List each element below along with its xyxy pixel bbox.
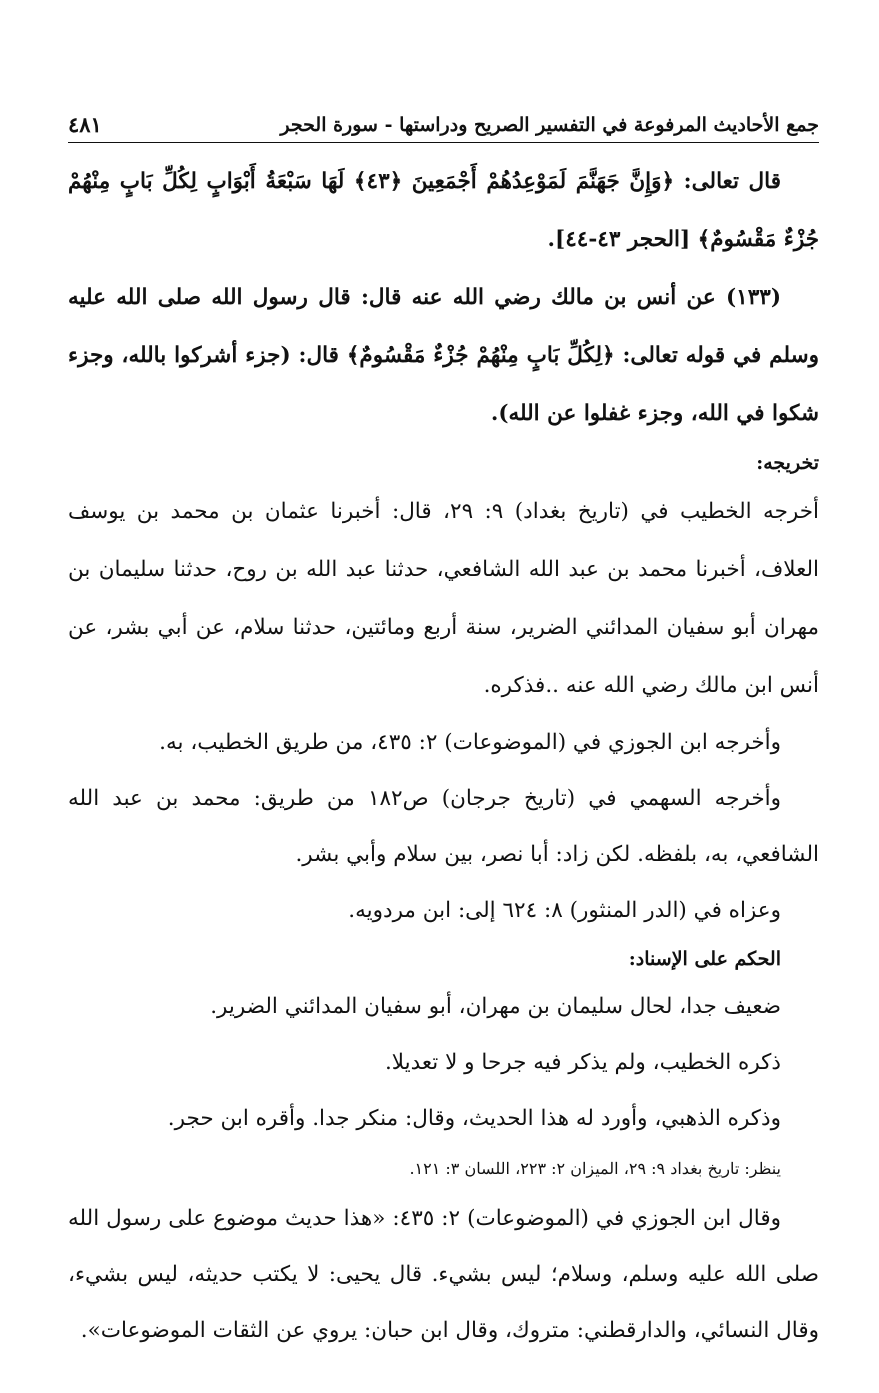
takhrij-paragraph: وعزاه في (الدر المنثور) ٨: ٦٢٤ إلى: ابن مردويه. bbox=[348, 898, 781, 923]
quran-verse: قال تعالى: ﴿وَإِنَّ جَهَنَّمَ لَمَوْعِدُهُمْ أَجْمَعِينَ ﴿٤٣﴾ لَهَا سَبْعَةُ أَبْوَابٍ لِكُلِّ بَابٍ مِنْهُمْ جُزْءٌ مَقْسُومٌ﴾ [الحجر ٤٣-٤٤]. bbox=[68, 169, 819, 252]
running-header bbox=[68, 110, 819, 143]
takhrij-heading: تخريجه: bbox=[756, 452, 819, 474]
hukm-paragraph: ضعيف جدا، لحال سليمان بن مهران، أبو سفيان المدائني الضرير. bbox=[210, 994, 781, 1019]
hukm-paragraph: وذكره الذهبي، وأورد له هذا الحديث، وقال: منكر جدا. وأقره ابن حجر. bbox=[167, 1106, 781, 1131]
hukm-paragraph: ذكره الخطيب، ولم يذكر فيه جرحا و لا تعديلا. bbox=[384, 1050, 781, 1075]
takhrij-paragraph: وأخرجه السهمي في (تاريخ جرجان) ص١٨٢ من طريق: محمد بن عبد الله الشافعي، به، بلفظه. لكن زاد: أبا نصر، بين سلام وأبي بشر. bbox=[68, 786, 819, 867]
takhrij-paragraph: أخرجه الخطيب في (تاريخ بغداد) ٩: ٢٩، قال: أخبرنا عثمان بن محمد بن يوسف العلاف، أخبرنا محمد بن عبد الله الشافعي، حدثنا عبد الله بن روح، حدثنا سليمان بن مهران أبو سفيان المدائني الضرير، سنة أربع ومائتين، حدثنا سلام، عن أبي بشر، عن أنس ابن مالك رضي الله عنه ..فذكره. bbox=[68, 499, 820, 698]
reference-note: ينظر: تاريخ بغداد ٩: ٢٩، الميزان ٢: ٢٢٣، اللسان ٣: ١٢١. bbox=[409, 1159, 781, 1178]
hukm-final-paragraph: وقال ابن الجوزي في (الموضوعات) ٢: ٤٣٥: «هذا حديث موضوع على رسول الله صلى الله عليه وسلم، وسلام؛ ليس بشيء. قال يحيى: لا يكتب حديثه، ليس بشيء، وقال النسائي، والدارقطني: متروك، وقال ابن حبان: يروي عن الثقات الموضوعات». bbox=[68, 1206, 819, 1343]
page-number: ٤٨١ bbox=[68, 112, 102, 137]
hukm-heading: الحكم على الإسناد: bbox=[628, 948, 781, 970]
hadith-text: (١٣٣) عن أنس بن مالك رضي الله عنه قال: قال رسول الله صلى الله عليه وسلم في قوله تعالى: ﴿لِكُلِّ بَابٍ مِنْهُمْ جُزْءٌ مَقْسُومٌ﴾ قال: (جزء أشركوا بالله، وجزء شكوا في الله، وجزء غفلوا عن الله). bbox=[68, 285, 819, 426]
header-title: جمع الأحاديث المرفوعة في التفسير الصريح ودراستها - سورة الحجر bbox=[280, 114, 819, 136]
takhrij-paragraph: وأخرجه ابن الجوزي في (الموضوعات) ٢: ٤٣٥، من طريق الخطيب، به. bbox=[159, 730, 781, 755]
